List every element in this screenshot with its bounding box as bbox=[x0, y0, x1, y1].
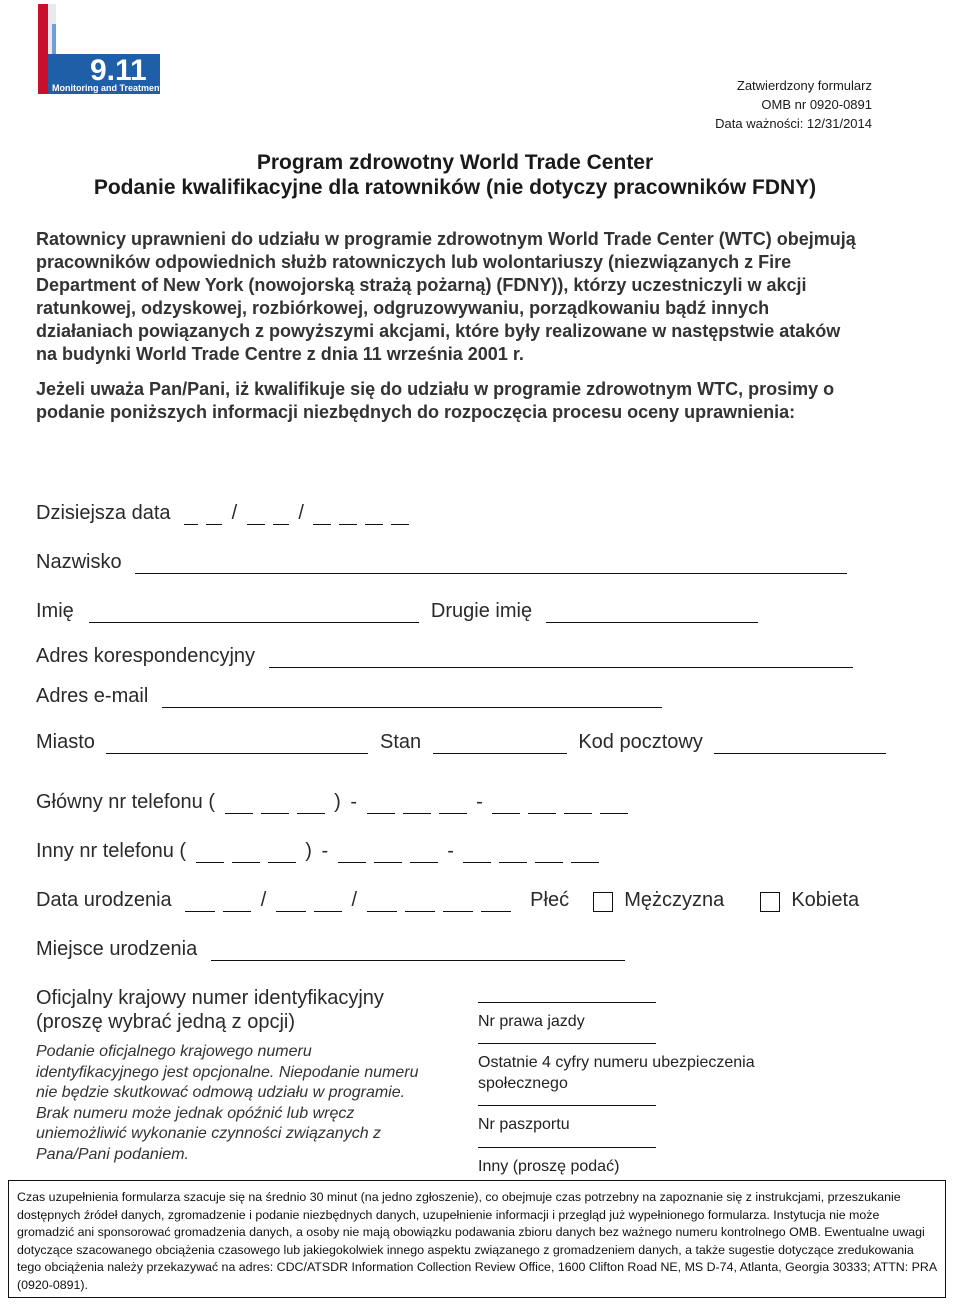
logo-subtitle: Monitoring and Treatment bbox=[52, 83, 160, 93]
form-titles bbox=[0, 150, 910, 200]
birth-year-4[interactable] bbox=[481, 889, 511, 912]
id-option-label: Nr prawa jazdy bbox=[478, 1013, 585, 1030]
national-id-instruction: (proszę wybrać jedną z opcji) bbox=[36, 1011, 295, 1033]
birth-place-row bbox=[36, 938, 625, 964]
birth-month-1[interactable] bbox=[185, 889, 215, 912]
id-option-drivers-license[interactable] bbox=[478, 1000, 818, 1032]
id-option-line[interactable] bbox=[478, 1041, 656, 1044]
main-phone-prefix-1[interactable] bbox=[367, 791, 395, 814]
date-separator: / bbox=[298, 502, 304, 524]
birth-date-sex-row bbox=[36, 889, 859, 915]
male-label: Mężczyzna bbox=[624, 889, 725, 911]
id-option-label: Nr paszportu bbox=[478, 1116, 570, 1133]
city-state-zip-row bbox=[36, 731, 886, 757]
main-phone-line-1[interactable] bbox=[492, 791, 520, 814]
id-option-line[interactable] bbox=[478, 1000, 656, 1003]
other-phone-area-3[interactable] bbox=[268, 840, 296, 863]
city-label: Miasto bbox=[36, 731, 95, 753]
intro-text bbox=[36, 228, 856, 436]
female-label: Kobieta bbox=[791, 889, 860, 911]
mailing-address-field[interactable] bbox=[269, 645, 853, 668]
last-name-label: Nazwisko bbox=[36, 551, 122, 573]
date-day-blank[interactable] bbox=[184, 502, 198, 525]
date-month-blank[interactable] bbox=[247, 502, 265, 525]
phone-paren: ) bbox=[334, 791, 341, 813]
phone-paren: ) bbox=[305, 840, 312, 862]
last-name-row bbox=[36, 551, 847, 577]
middle-name-label: Drugie imię bbox=[430, 600, 533, 622]
zip-label: Kod pocztowy bbox=[578, 731, 703, 753]
birth-date-label: Data urodzenia bbox=[36, 889, 172, 911]
male-checkbox[interactable] bbox=[593, 892, 613, 912]
id-option-ssn-last4[interactable] bbox=[478, 1041, 818, 1094]
birth-year-1[interactable] bbox=[367, 889, 397, 912]
other-phone-line-2[interactable] bbox=[499, 840, 527, 863]
email-field[interactable] bbox=[162, 685, 662, 708]
main-phone-area-3[interactable] bbox=[297, 791, 325, 814]
date-separator: / bbox=[260, 889, 267, 911]
phone-dash: - bbox=[476, 791, 483, 813]
middle-name-field[interactable] bbox=[546, 600, 758, 623]
omb-number: OMB nr 0920-0891 bbox=[761, 97, 872, 112]
city-field[interactable] bbox=[106, 731, 368, 754]
birth-place-field[interactable] bbox=[211, 938, 625, 961]
date-month-blank-2[interactable] bbox=[273, 502, 289, 525]
main-phone-label: Główny nr telefonu ( bbox=[36, 791, 215, 813]
id-option-label: Inny (proszę podać) bbox=[478, 1158, 620, 1175]
first-name-row bbox=[36, 600, 758, 626]
state-field[interactable] bbox=[433, 731, 567, 754]
other-phone-line-3[interactable] bbox=[535, 840, 563, 863]
date-year-blank-2[interactable] bbox=[339, 502, 357, 525]
birth-day-1[interactable] bbox=[276, 889, 306, 912]
todays-date-row bbox=[36, 502, 413, 528]
date-separator: / bbox=[231, 502, 238, 524]
date-year-blank[interactable] bbox=[313, 502, 331, 525]
mailing-address-label: Adres korespondencyjny bbox=[36, 645, 256, 667]
first-name-label: Imię bbox=[36, 600, 74, 622]
phone-dash: - bbox=[321, 840, 329, 862]
main-phone-line-2[interactable] bbox=[528, 791, 556, 814]
national-id-title: Oficjalny krajowy numer identyfikacyjny bbox=[36, 987, 384, 1009]
sex-label: Płeć bbox=[530, 889, 570, 911]
other-phone-area-2[interactable] bbox=[232, 840, 260, 863]
other-phone-prefix-1[interactable] bbox=[338, 840, 366, 863]
main-phone-row bbox=[36, 791, 632, 817]
date-year-blank-3[interactable] bbox=[365, 502, 383, 525]
national-id-heading bbox=[36, 986, 384, 1034]
birth-month-2[interactable] bbox=[223, 889, 251, 912]
other-phone-row bbox=[36, 840, 603, 866]
main-phone-prefix-3[interactable] bbox=[439, 791, 467, 814]
instructions-paragraph: Jeżeli uważa Pan/Pani, iż kwalifikuje się do udziału w programie zdrowotnym WTC, prosimy o podanie poniższych informacji niezbędnych do rozpoczęcia procesu oceny uprawnienia: bbox=[36, 379, 835, 422]
id-option-other[interactable] bbox=[478, 1145, 818, 1177]
burden-statement bbox=[8, 1180, 946, 1298]
national-id-note: Podanie oficjalnego krajowego numeru identyfikacyjnego jest opcjonalne. Niepodanie numeru nie będzie skutkować odmową udziału w programie. Brak numeru może jednak opóźnić lub wręcz uniemożliwić wykonanie czynności związanych z Pana/Pani podaniem. bbox=[36, 1043, 419, 1163]
zip-field[interactable] bbox=[714, 731, 886, 754]
main-phone-area-1[interactable] bbox=[225, 791, 253, 814]
phone-dash: - bbox=[350, 791, 358, 813]
main-phone-area-2[interactable] bbox=[261, 791, 289, 814]
mailing-address-row bbox=[36, 645, 853, 671]
other-phone-prefix-2[interactable] bbox=[374, 840, 402, 863]
other-phone-area-1[interactable] bbox=[196, 840, 224, 863]
date-separator: / bbox=[351, 889, 358, 911]
wtc-monitoring-logo bbox=[38, 4, 160, 94]
birth-day-2[interactable] bbox=[314, 889, 342, 912]
other-phone-line-4[interactable] bbox=[571, 840, 599, 863]
other-phone-prefix-3[interactable] bbox=[410, 840, 438, 863]
email-row bbox=[36, 685, 662, 711]
id-option-line[interactable] bbox=[478, 1145, 656, 1148]
last-name-field[interactable] bbox=[135, 551, 847, 574]
form-title: Program zdrowotny World Trade Center bbox=[256, 151, 654, 174]
id-option-line[interactable] bbox=[478, 1103, 656, 1106]
date-year-blank-4[interactable] bbox=[391, 502, 409, 525]
other-phone-label: Inny nr telefonu ( bbox=[36, 840, 187, 862]
omb-expiration: Data ważności: 12/31/2014 bbox=[715, 116, 872, 131]
todays-date-label: Dzisiejsza data bbox=[36, 502, 171, 524]
date-day-blank-2[interactable] bbox=[206, 502, 222, 525]
birth-place-label: Miejsce urodzenia bbox=[36, 938, 198, 960]
main-phone-prefix-2[interactable] bbox=[403, 791, 431, 814]
other-phone-line-1[interactable] bbox=[463, 840, 491, 863]
birth-year-2[interactable] bbox=[405, 889, 435, 912]
email-label: Adres e-mail bbox=[36, 685, 149, 707]
omb-approval bbox=[715, 76, 872, 133]
form-subtitle: Podanie kwalifikacyjne dla ratowników (nie dotyczy pracowników FDNY) bbox=[93, 176, 817, 199]
logo-number: 9.11 bbox=[90, 54, 147, 87]
main-phone-line-3[interactable] bbox=[564, 791, 592, 814]
phone-dash: - bbox=[447, 840, 454, 862]
id-option-passport[interactable] bbox=[478, 1103, 818, 1135]
first-name-field[interactable] bbox=[89, 600, 419, 623]
burden-statement-text: Czas uzupełnienia formularza szacuje się na średnio 30 minut (na jedno zgłoszenie), co obejmuje czas potrzebny na zapoznanie się z instrukcjami, przeszukanie dostępnych źródeł danych, zgromadzenie i podanie niezbędnych danych, uzupełnienie informacji i przegląd już wypełnionego formularza. Instytucja nie może gromadzić ani sponsorować gromadzenia danych, a osoby nie mają obowiązku podawania zbioru danych bez ważnego numeru kontrolnego OMB. Ewentualne uwagi dotyczące szacowanego obciążenia czasowego lub jakiegokolwiek innego aspektu związanego z gromadzeniem danych, a także sugestie dotyczące zredukowania tego obciążenia należy przekazywać na adres: CDC/ATSDR Information Collection Review Office, 1600 Clifton Road NE, MS D-74, Atlanta, Georgia 30333; ATTN: PRA (0920-0891). bbox=[17, 1190, 937, 1292]
state-label: Stan bbox=[380, 731, 422, 753]
eligibility-paragraph: Ratownicy uprawnieni do udziału w programie zdrowotnym World Trade Center (WTC) obejmują pracowników odpowiednich służb ratowniczych lub wolontariuszy (niezwiązanych z Fire Department of New York (nowojorską strażą pożarną) (FDNY)), którzy uczestniczyli w akcji ratunkowej, odzyskowej, rozbiórkowej, odgruzowywaniu, porządkowaniu bądź innych działaniach powiązanych z powyższymi akcjami, które były realizowane w następstwie ataków na budynki World Trade Centre z dnia 11 września 2001 r. bbox=[36, 229, 856, 364]
id-option-label: Ostatnie 4 cyfry numeru ubezpieczenia społecznego bbox=[478, 1054, 755, 1092]
female-checkbox[interactable] bbox=[760, 892, 780, 912]
birth-year-3[interactable] bbox=[443, 889, 473, 912]
omb-approved-form: Zatwierdzony formularz bbox=[736, 78, 872, 93]
main-phone-line-4[interactable] bbox=[600, 791, 628, 814]
